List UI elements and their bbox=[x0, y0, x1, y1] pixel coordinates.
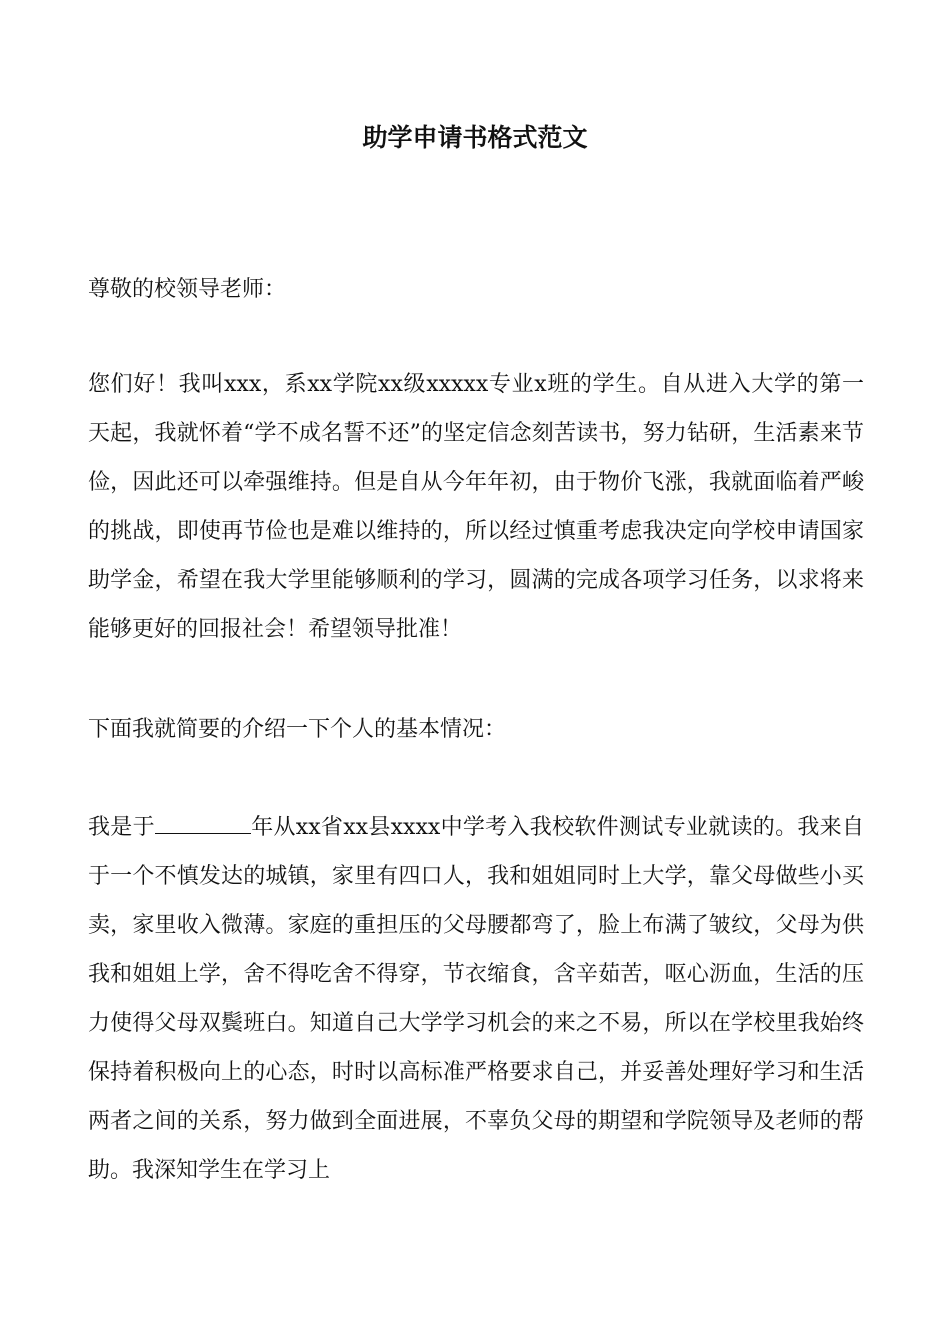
paragraph-transition: 下面我就简要的介绍一下个人的基本情况： bbox=[88, 717, 507, 742]
paragraph-transition-block bbox=[88, 705, 864, 754]
paragraph-intro-block bbox=[88, 360, 864, 654]
paragraph-intro: 您们好！我叫xxx，系xx学院xx级xxxxx专业x班的学生。自从进入大学的第一天起，我就怀着“学不成名誓不还”的坚定信念刻苦读书，努力钻研，生活素来节俭，因此还可以牵强维持。但是自从今年年初，由于物价飞涨，我就面临着严峻的挑战，即使再节俭也是难以维持的，所以经过慎重考虑我决定向学校申请国家助学金，希望在我大学里能够顺利的学习，圆满的完成各项学习任务，以求将来能够更好的回报社会！希望领导批准！ bbox=[88, 372, 864, 642]
greeting-block bbox=[88, 265, 864, 314]
paragraph-background-block bbox=[88, 803, 864, 1195]
paragraph-background bbox=[88, 803, 864, 1195]
document-title: 助学申请书格式范文 bbox=[362, 123, 588, 152]
year-blank-line bbox=[155, 815, 251, 834]
greeting-text: 尊敬的校领导老师： bbox=[88, 277, 287, 302]
paragraph-background-prefix: 我是于 bbox=[88, 815, 155, 840]
paragraph-background-text: 年从xx省xx县xxxx中学考入我校软件测试专业就读的。我来自于一个不慎发达的城镇，家里有四口人，我和姐姐同时上大学，靠父母做些小买卖，家里收入微薄。家庭的重担压的父母腰都弯了，脸上布满了皱纹，父母为供我和姐姐上学，舍不得吃舍不得穿，节衣缩食，含辛茹苦，呕心沥血，生活的压力使得父母双鬓班白。知道自己大学学习机会的来之不易，所以在学校里我始终保持着积极向上的心态，时时以高标准严格要求自己，并妥善处理好学习和生活两者之间的关系，努力做到全面进展，不辜负父母的期望和学院领导及老师的帮助。我深知学生在学习上 bbox=[88, 815, 864, 1183]
